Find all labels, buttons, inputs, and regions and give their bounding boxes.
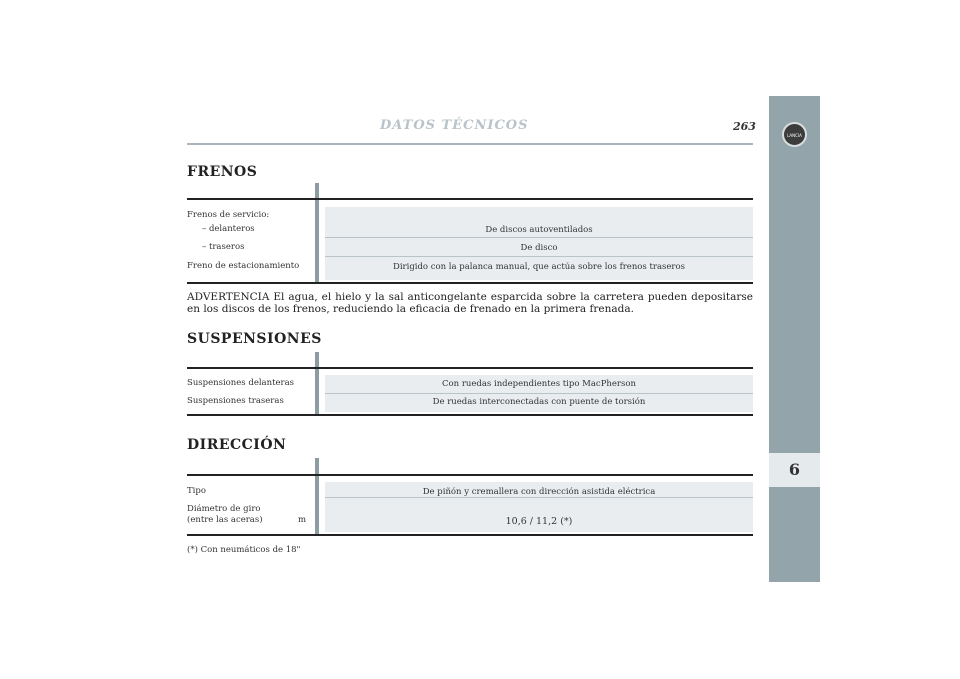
value-estacionamiento: Dirigido con la palanca manual, que actúa sobre los frenos traseros: [393, 262, 685, 272]
label-delanteros: – delanteros: [202, 224, 255, 234]
chapter-number: 6: [788, 460, 801, 479]
row-divider: [325, 256, 753, 257]
footnote: (*) Con neumáticos de 18": [187, 545, 301, 555]
table-accent-bar: [315, 458, 319, 536]
value-delanteros: De discos autoventilados: [485, 225, 593, 235]
table-bottom-rule: [187, 534, 753, 536]
label-diametro-giro: Diámetro de giro: [187, 504, 261, 514]
label-tipo: Tipo: [187, 486, 206, 496]
label-frenos-servicio: Frenos de servicio:: [187, 210, 270, 220]
table-top-rule: [187, 367, 753, 369]
label-entre-aceras: (entre las aceras): [187, 515, 263, 525]
label-suspensiones-traseras: Suspensiones traseras: [187, 396, 284, 406]
label-traseros: – traseros: [202, 242, 245, 252]
table-top-rule: [187, 474, 753, 476]
label-estacionamiento: Freno de estacionamiento: [187, 261, 300, 271]
row-divider: [325, 393, 753, 394]
running-header-title: DATOS TÉCNICOS: [380, 118, 529, 133]
chapter-side-tab: [769, 96, 820, 582]
row-divider: [325, 497, 753, 498]
section-title-direccion: DIRECCIÓN: [187, 437, 287, 453]
value-diametro-giro: 10,6 / 11,2 (*): [505, 516, 573, 527]
row-divider: [325, 237, 753, 238]
value-suspensiones-delanteras: Con ruedas independientes tipo MacPherson: [442, 379, 636, 389]
section-title-suspensiones: SUSPENSIONES: [187, 331, 322, 347]
value-suspensiones-traseras: De ruedas interconectadas con puente de torsión: [432, 397, 646, 407]
warning-paragraph: ADVERTENCIA El agua, el hielo y la sal anticongelante esparcida sobre la carretera pueden depositarse en los discos de los frenos, reduciendo la eficacia de frenado en la primera frenada.: [187, 291, 753, 315]
value-tipo: De piñón y cremallera con dirección asistida eléctrica: [422, 487, 656, 497]
label-unit-m: m: [298, 515, 307, 525]
logo-text: LANCIA: [787, 133, 802, 138]
table-bottom-rule: [187, 414, 753, 416]
table-accent-bar: [315, 352, 319, 416]
page-number: 263: [733, 120, 756, 133]
chapter-marker: [769, 453, 820, 487]
table-bottom-rule: [187, 282, 753, 284]
label-suspensiones-delanteras: Suspensiones delanteras: [187, 378, 295, 388]
header-divider: [187, 143, 753, 145]
value-traseros: De disco: [520, 243, 558, 253]
table-top-rule: [187, 198, 753, 200]
section-title-frenos: FRENOS: [187, 164, 258, 180]
lancia-logo: [782, 122, 807, 147]
